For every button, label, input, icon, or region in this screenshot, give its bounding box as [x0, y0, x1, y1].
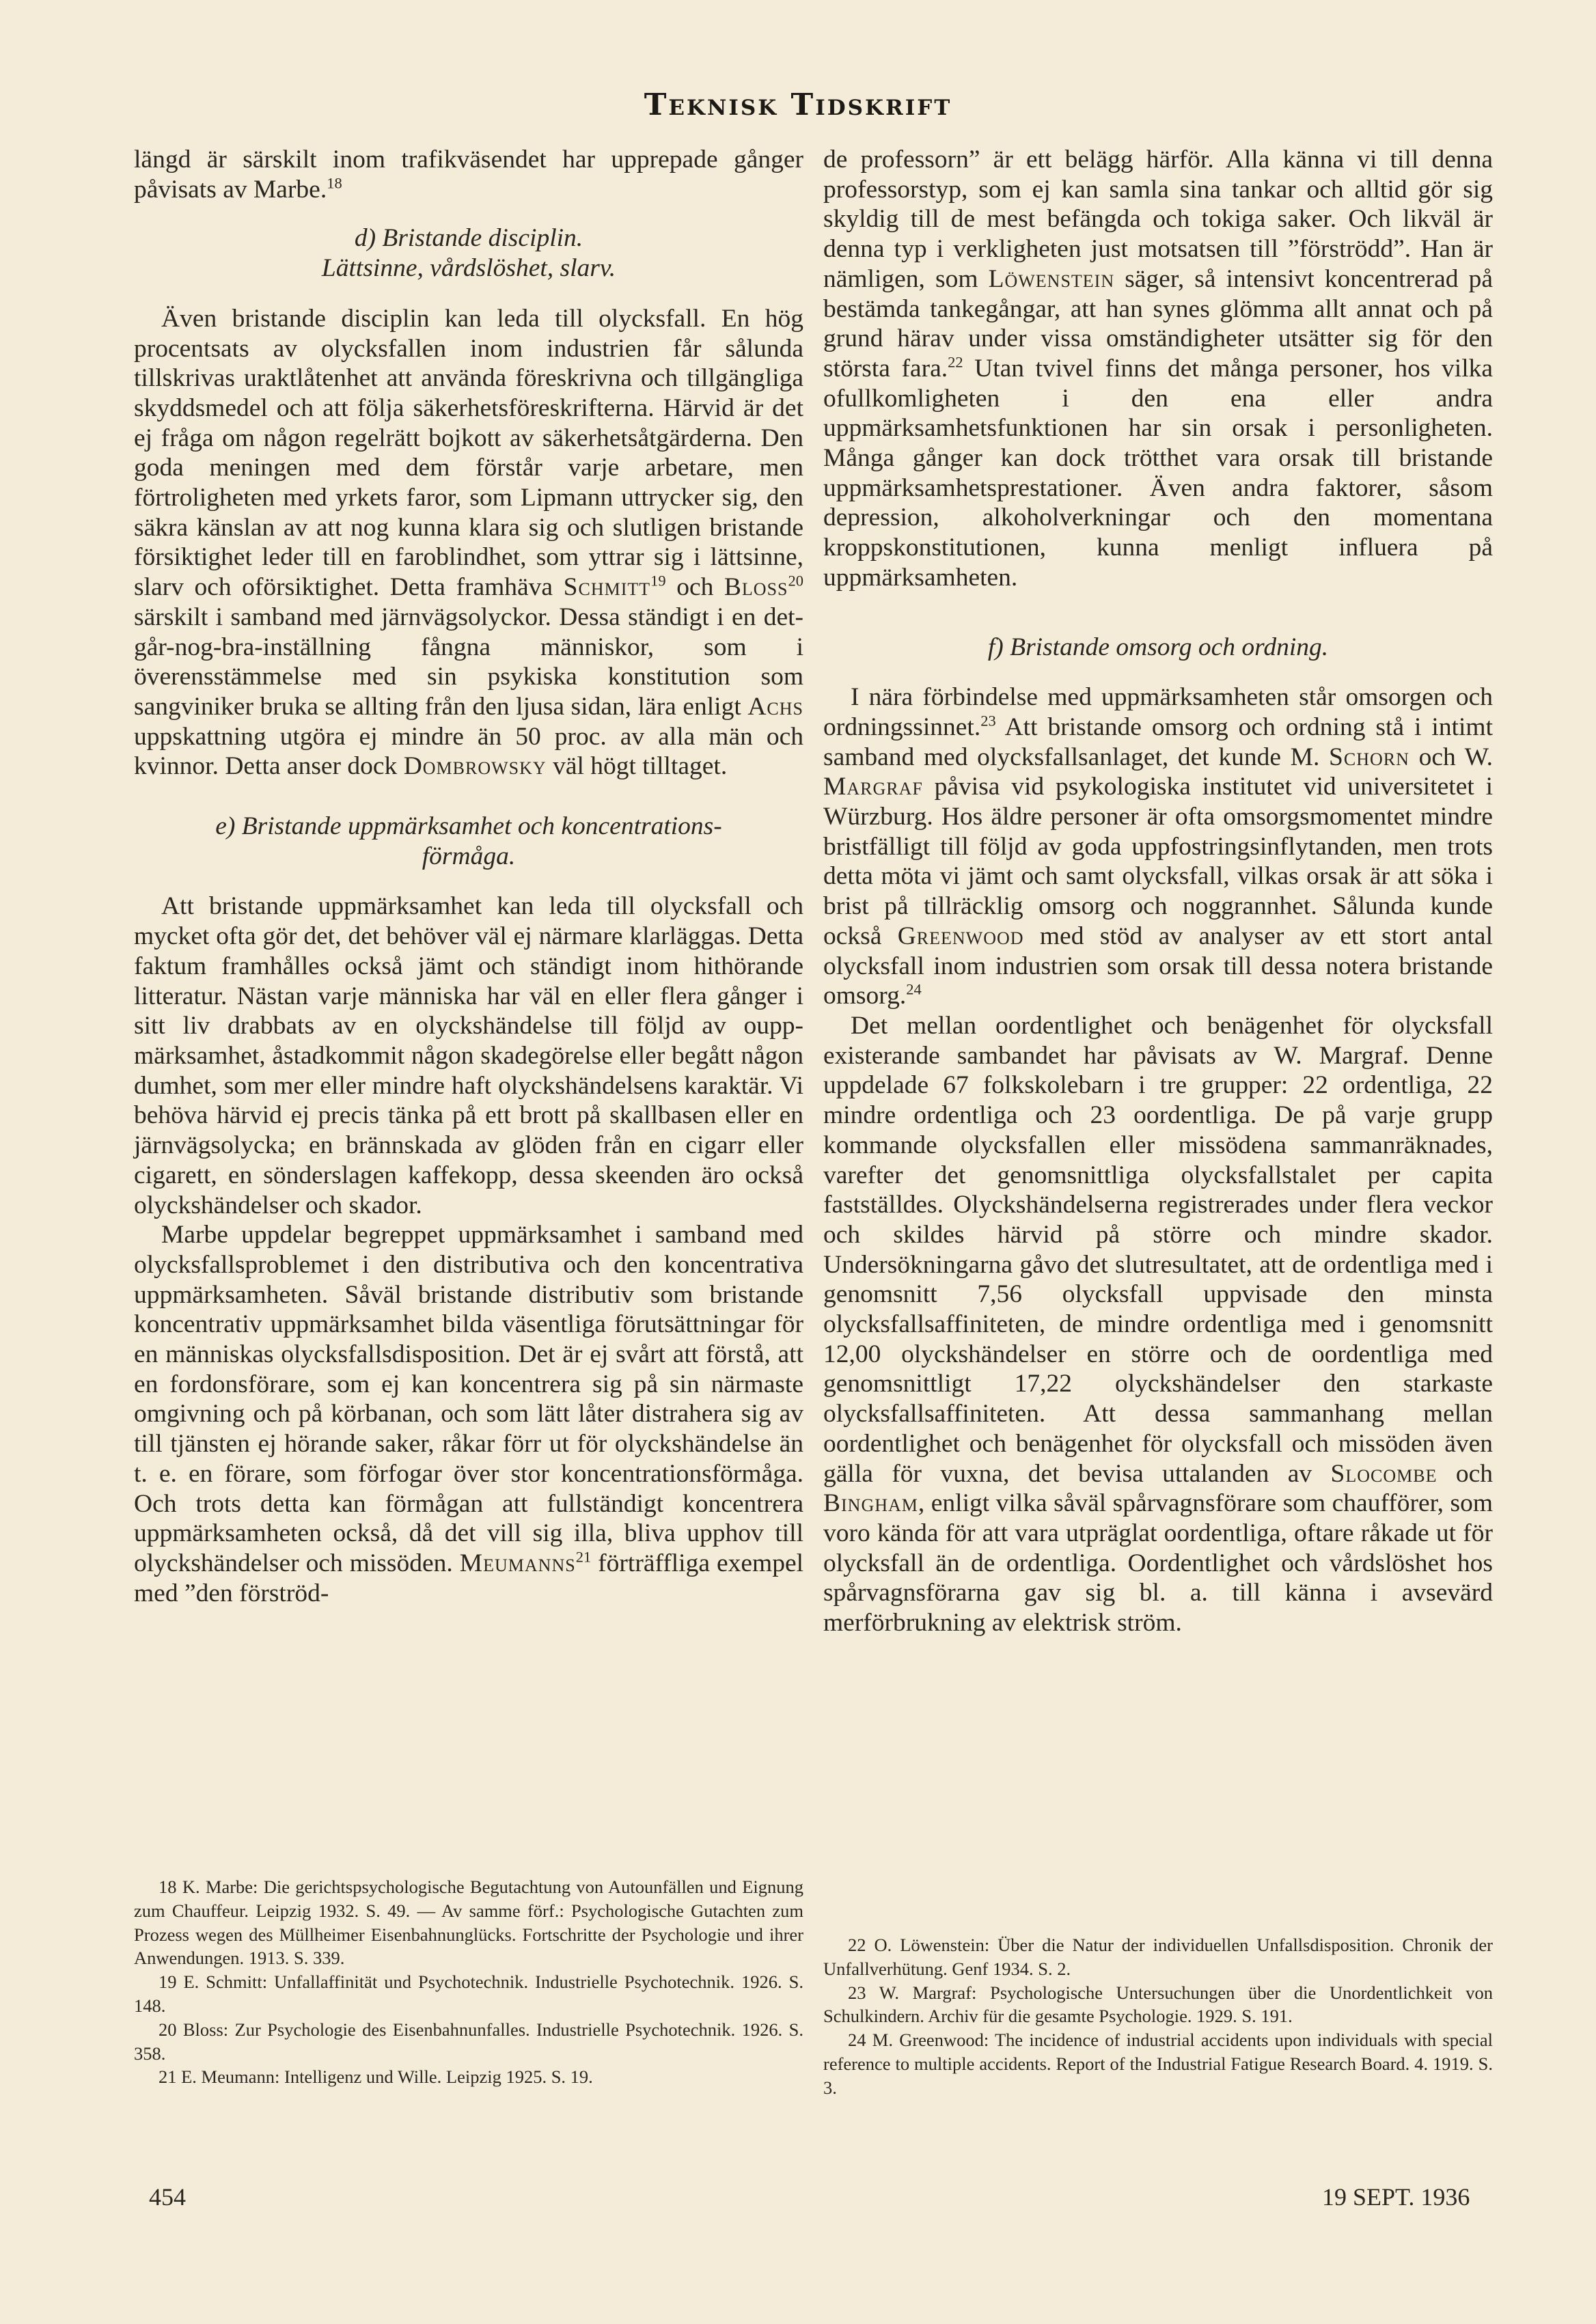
author-name: Greenwood	[897, 922, 1024, 950]
section-heading-f: f) Bristande omsorg och ordning.	[987, 633, 1329, 661]
author-name: Margraf	[823, 773, 923, 801]
footnotes-right	[823, 1933, 1493, 2100]
paragraph-continuation: de professorn” är ett belägg härför. Alla känna vi till denna professorstyp, som ej kan samla sina tankar och alltid gör sig skyldig till de mest befängda och tokiga saker. Och likväl är denna typ i verkligheten just motsatsen till ”förströdd”. Han är nämligen, som Löwenstein säger, så intensivt koncentrerad på bestämda tankegångar, att han synes glömma allt annat och på grund härav under vissa omständigheter utsätter sig för den största fara.$^{22}$ Utan tvivel finns det många personer, hos vilka ofullkomligheten i den ena eller andra uppmärksamhetsfunktionen har sin orsak i personligheten. Många gånger kan dock trötthet vara orsak till bristande uppmärksamhetsprestationer. Även andra faktorer, såsom depression, alkoholverkningar och den momentana kroppskonstitutionen, kunna menligt influera på uppmärksamheten.	[823, 146, 1494, 592]
paragraph: Att bristande uppmärksamhet kan leda till olycksfall och mycket ofta gör det, det behöver väl ej närmare klarläggas. Detta faktum framhålles också jämt och ständigt inom hithörande litteratur. Nästan varje människa har väl en eller flera gånger i sitt liv drabbats av en olyckshändelse till följd av oupp-märksamhet, åstadkommit någon skadegörelse eller begått någon dumhet, som mer eller mindre haft olyckshändelsens karaktär. Vi behöva härvid ej precis tänka på ett brott på skallbasen eller en järnvägsolycka; en brännskada av glöden från en cigarr eller cigarett, en sönderslagen kaffekopp, dessa skeenden äro också olyckshändelser och skador.	[134, 892, 803, 1219]
author-name: Dombrowsky	[403, 752, 547, 781]
footnote-ref: 20	[788, 572, 803, 590]
footnote: 21 E. Meumann: Intelligenz und Wille. Leipzig 1925. S. 19.	[159, 2066, 593, 2088]
author-name: Schmitt	[563, 573, 651, 602]
left-column	[134, 145, 803, 1608]
footnote-ref: 18	[327, 174, 342, 192]
author-name: Löwenstein	[988, 264, 1115, 293]
footnote: 19 E. Schmitt: Unfallaffinität und Psychotechnik. Industrielle Psychotechnik. 1926. S. 148.	[134, 1972, 803, 2016]
author-name: Bingham	[823, 1489, 918, 1518]
footnote: 20 Bloss: Zur Psychologie des Eisenbahnunfalles. Industrielle Psychotechnik. 1926. S. 358.	[134, 2019, 803, 2064]
footnote-ref: 19	[650, 572, 666, 590]
author-name: Meumanns	[459, 1549, 576, 1577]
footnote-ref: 24	[906, 980, 922, 998]
author-name: Slocombe	[1330, 1459, 1437, 1488]
author-name: Bloss	[724, 573, 788, 602]
footnote: 22 O. Löwenstein: Über die Natur der individuellen Unfallsdisposition. Chronik der Unfallverhütung. Genf 1934. S. 2.	[823, 1935, 1493, 1979]
footnote-ref: 23	[980, 712, 996, 730]
author-name: Achs	[747, 692, 803, 721]
footnote: 24 M. Greenwood: The incidence of industrial accidents upon individuals with special reference to multiple accidents. Report of the Industrial Fatigue Research Board. 4. 1919. S. 3.	[823, 2030, 1493, 2098]
paragraph: Det mellan oordentlighet och benägenhet för olycksfall existerande sambandet har påvisats av W. Margraf. Denne uppdelade 67 folkskolebarn i tre grupper: 22 ordentliga, 22 mindre ordentliga och 23 oordentliga. De på varje grupp kommande olycksfallen eller missödena sammanräknades, varefter det genomsnittliga olycksfallstalet per capita fastställdes. Olyckshändelserna registrerades under flera veckor och skildes härvid på större och mindre skador. Undersökningarna gåvo det slutresultatet, att de ordentliga med i genomsnitt 7,56 olycksfall uppvisade den minsta olycksfallsaffiniteten, de mindre ordentliga med i genomsnitt 12,00 olyckshändelser en större och de oordentliga med genomsnittligt 17,22 olyckshändelser den starkaste olycksfallsaffiniteten. Att dessa sammanhang mellan oordentlighet och benägenhet för olycksfall och missöden även gälla för vuxna, det bevisa uttalanden av Slocombe och Bingham, enligt vilka såväl spårvagnsförare som chaufförer, som voro kända för att vara utpräglat oordentliga, oftare råkade ut för olycksfall än de ordentliga. Oordentlighet och vårdslöshet hos spårvagnsförarna gav sig bl. a. till känna i avsevärd merförbrukning av elektrisk ström.	[823, 1011, 1493, 1637]
section-heading-d: d) Bristande disciplin. Lättsinne, vårdslöshet, slarv.	[321, 224, 616, 283]
paragraph: I nära förbindelse med uppmärksamheten står omsorgen och ordningssinnet.$^{23}$ Att bristande omsorg och ordning stå i intimt samband med olycksfallsanlaget, det kunde M. Schorn och W. Margraf påvisa vid psykologiska institutet vid universitetet i Würzburg. Hos äldre personer är ofta omsorgsmomentet mindre bristfälligt till följd av goda uppfostringsinflytanden, men trots detta möta vi jämt och samt olycksfall, vilkas orsak är att söka i brist på tillräcklig omsorg och noggrannhet. Sålunda kunde också Greenwood med stöd av analyser av ett stort antal olycksfall inom industrien som orsak till dessa notera bristande omsorg.$^{24}$	[823, 683, 1494, 1010]
footnotes-left	[134, 1875, 803, 2089]
journal-title: Teknisk Tidskrift	[644, 87, 952, 122]
footnote: 23 W. Margraf: Psychologische Untersuchungen über die Unordentlichkeit von Schulkindern. Archiv für die gesamte Psychologie. 1929. S. 191.	[823, 1982, 1493, 2027]
paragraph: Även bristande disciplin kan leda till olycksfall. En hög procentsats av olycksfallen inom industrien får sålunda tillskrivas uraktlåtenhet att använda föreskrivna och tillgängliga skyddsmedel och att följa säkerhetsföreskrifterna. Härvid är det ej fråga om någon regelrätt bojkott av säkerhetsåtgärderna. Den goda meningen med dem förstår varje arbetare, men förtroligheten med yrkets faror, som Lipmann uttrycker sig, den säkra känslan av att nog kunna klara sig och slutligen bristande försiktighet leder till en faroblindhet, som yttrar sig i lättsinne, slarv och oförsiktighet. Detta framhäva Schmitt$^{19}$ och Bloss$^{20}$ särskilt i samband med järnvägsolyckor. Dessa ständigt i en det-går-nog-bra-inställning fångna människor, som i överensstämmelse med sin psykiska konstitution som sangviniker bruka se allting från den ljusa sidan, lära enligt Achs uppskattning utgöra ej mindre än 50 proc. av alla män och kvinnor. Detta anser dock Dombrowsky väl högt tilltaget.	[134, 304, 803, 781]
page-number: 454	[149, 2183, 186, 2211]
footnote-ref: 22	[948, 353, 963, 371]
paragraph-continuation: längd är särskilt inom trafikväsendet har upprepade gånger påvisats av Marbe.$^{18}$	[134, 146, 803, 204]
paragraph: Marbe uppdelar begreppet uppmärksamhet i samband med olycksfallsproblemet i den distributiva och den koncentrativa uppmärksamheten. Såväl bristande distributiv som bristande koncentrativ uppmärksamhet bilda väsentliga förutsättningar för en människas olycksfallsdisposition. Det är ej svårt att förstå, att en fordonsförare, som ej kan koncentrera sig på sin närmaste omgivning och på körbanan, och som lätt låter distrahera sig av till tjänsten ej hörande saker, råkar förr ut för olyckshändelse än t. e. en förare, som förfogar över stor koncentrationsförmåga. Och trots detta kan förmågan att fullständigt koncentrera uppmärksamheten också, då det vill sig illa, bliva upphov till olyckshändelser och missöden. Meumanns$^{21}$ förträffliga exempel med ”den förströd-	[134, 1221, 804, 1607]
footnote: 18 K. Marbe: Die gerichtspsychologische Begutachtung von Autounfällen und Eignung zum Chauffeur. Leipzig 1932. S. 49. — Av samme förf.: Psychologische Gutachten zum Prozess wegen des Müllheimer Eisenbahnunglücks. Fortschritte der Psychologie und ihrer Anwendungen. 1913. S. 339.	[134, 1877, 803, 1969]
section-heading-e: e) Bristande uppmärksamhet och koncentrations- förmåga.	[215, 812, 722, 870]
right-column	[823, 145, 1493, 1638]
author-name: Schorn	[1329, 743, 1409, 771]
issue-date: 19 SEPT. 1936	[1322, 2183, 1470, 2211]
footnote-ref: 21	[575, 1548, 592, 1566]
